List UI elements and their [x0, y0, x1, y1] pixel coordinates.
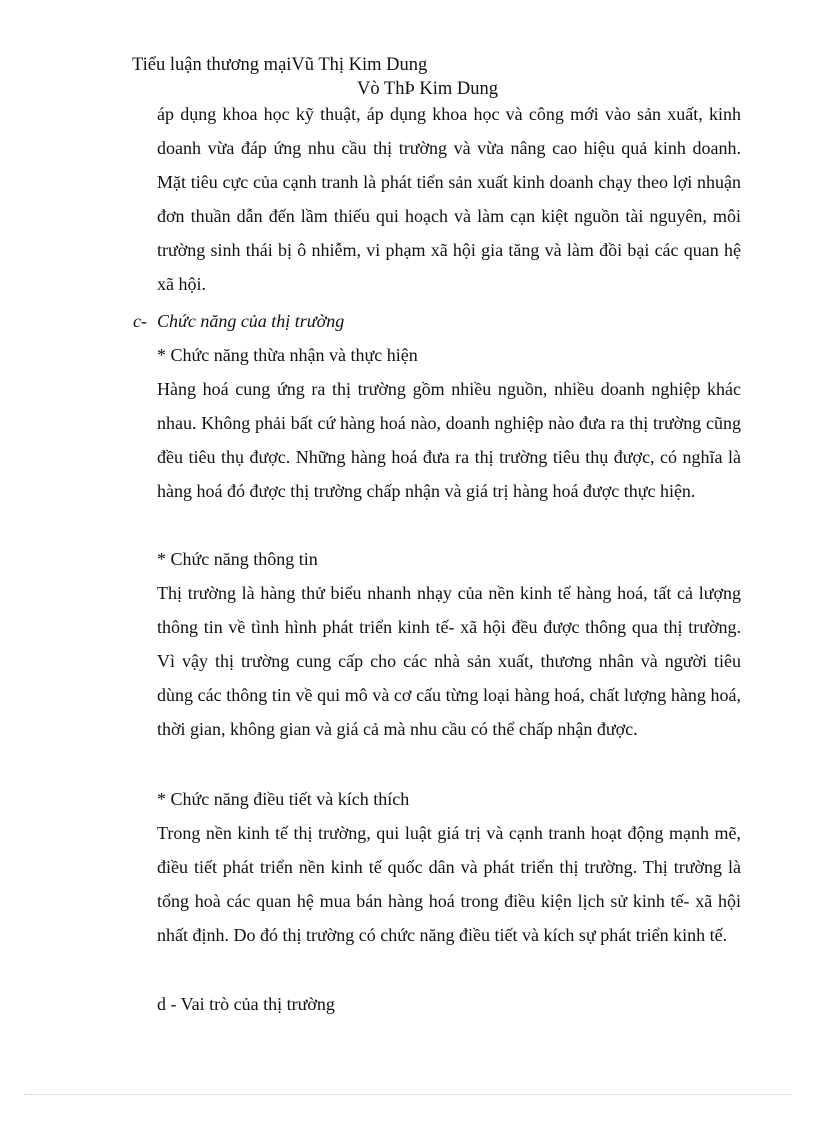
section-d-title: d - Vai trò của thị trường [157, 994, 335, 1014]
header-author: Vò ThÞ Kim Dung [357, 79, 498, 99]
function1-heading: * Chức năng thừa nhận và thực hiện [157, 345, 418, 365]
function3-heading: * Chức năng điều tiết và kích thích [157, 789, 410, 809]
function2-text: Thị trường là hàng thử biểu nhanh nhạy của nền kinh tế hàng hoá, tất cả lượng thông tin về tình hình phát triển kinh tế- xã hội đều được thông qua thị trường. Vì vậy thị trường cung cấp cho các nhà sản xuất, thương nhân và người tiêu dùng các thông tin về qui mô và cơ cấu từng loại hàng hoá, chất lượng hàng hoá, thời gian, không gian và giá cả mà nhu cầu có thể chấp nhận được. [157, 583, 741, 739]
section-c-marker: c- [133, 311, 147, 331]
function3-text: Trong nền kinh tế thị trường, qui luật giá trị và cạnh tranh hoạt động mạnh mẽ, điều tiết phát triển nền kinh tế quốc dân và phát triển thị trường. Thị trường là tổng hoà các quan hệ mua bán hàng hoá trong điều kiện lịch sử kinh tế- xã hội nhất định. Do đó thị trường có chức năng điều tiết và kích sự phát triển kinh tế. [157, 823, 741, 945]
header-title: Tiểu luận thương mạiVũ Thị Kim Dung [132, 55, 428, 75]
footer-divider [24, 1094, 792, 1095]
intro-paragraph: áp dụng khoa học kỹ thuật, áp dụng khoa học và công mới vào sản xuất, kinh doanh vừa đáp ứng nhu cầu thị trường và vừa nâng cao hiệu quả kinh doanh. Mặt tiêu cực của cạnh tranh là phát tiển sản xuất kinh doanh chạy theo lợi nhuận đơn thuần dẫn đến lầm thiếu qui hoạch và làm cạn kiệt nguồn tài nguyên, môi trường sinh thái bị ô nhiễm, vi phạm xã hội gia tăng và làm đồi bại các quan hệ xã hội. [157, 104, 741, 294]
section-c-title: Chức năng của thị trường [157, 311, 345, 331]
function1-text: Hàng hoá cung ứng ra thị trường gồm nhiều nguồn, nhiều doanh nghiệp khác nhau. Không phải bất cứ hàng hoá nào, doanh nghiệp nào đưa ra thị trường cũng đều tiêu thụ được. Những hàng hoá đưa ra thị trường tiêu thụ được, có nghĩa là hàng hoá đó được thị trường chấp nhận và giá trị hàng hoá được thực hiện. [157, 379, 741, 501]
function2-heading: * Chức năng thông tin [157, 549, 318, 569]
